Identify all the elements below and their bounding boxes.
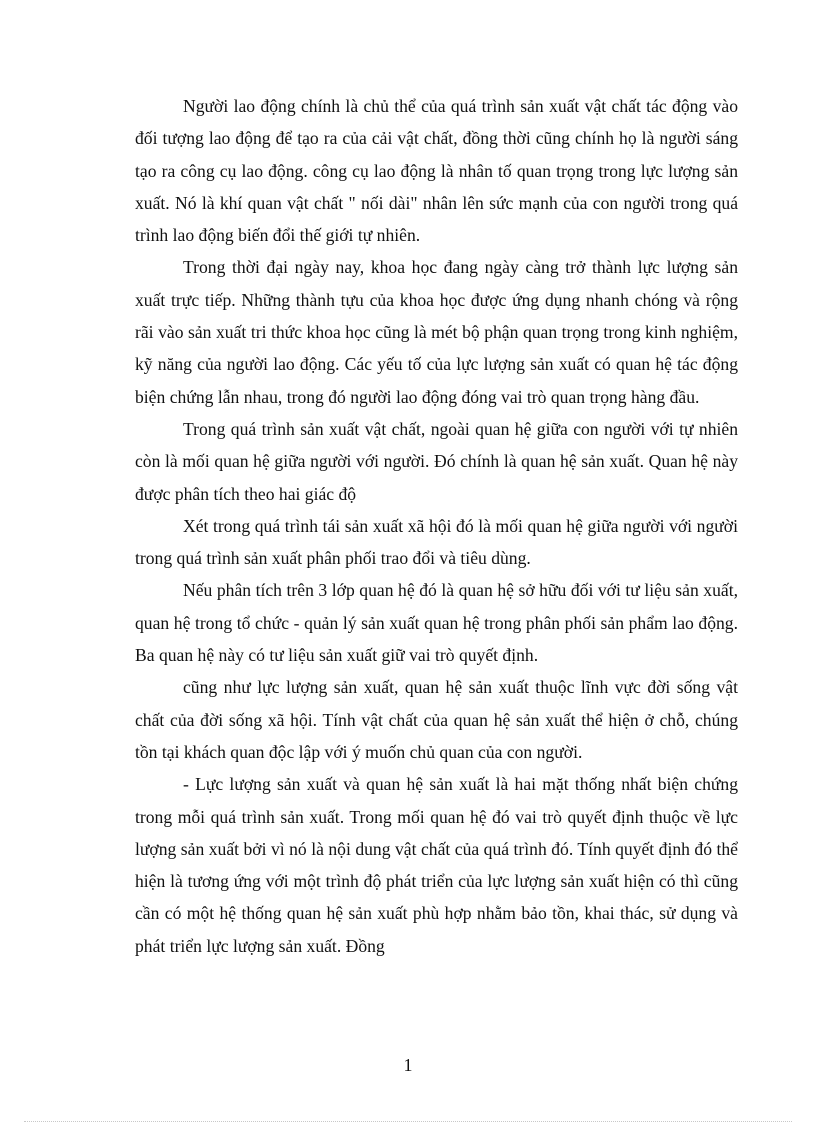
paragraph-6: cũng như lực lượng sản xuất, quan hệ sản xuất thuộc lĩnh vực đời sống vật chất của đời sống xã hội. Tính vật chất của quan hệ sản xuất thể hiện ở chỗ, chúng tồn tại khách quan độc lập với ý muốn chủ quan của con người. bbox=[135, 677, 738, 762]
paragraph-7: - Lực lượng sản xuất và quan hệ sản xuất là hai mặt thống nhất biện chứng trong mỗi quá trình sản xuất. Trong mối quan hệ đó vai trò quyết định thuộc về lực lượng sản xuất bởi vì nó là nội dung vật chất của quá trình đó. Tính quyết định đó thể hiện là tương ứng với một trình độ phát triển của lực lượng sản xuất hiện có thì cũng cần có một hệ thống quan hệ sản xuất phù hợp nhằm bảo tồn, khai thác, sử dụng và phát triển lực lượng sản xuất. Đồng bbox=[135, 774, 738, 956]
paragraph-3: Trong quá trình sản xuất vật chất, ngoài quan hệ giữa con người với tự nhiên còn là mối quan hệ giữa người với người. Đó chính là quan hệ sản xuất. Quan hệ này được phân tích theo hai giác độ bbox=[135, 418, 738, 504]
paragraph-5: Nếu phân tích trên 3 lớp quan hệ đó là quan hệ sở hữu đối với tư liệu sản xuất, quan hệ trong tổ chức - quản lý sản xuất quan hệ trong phân phối sản phẩm lao động. Ba quan hệ này có tư liệu sản xuất giữ vai trò quyết định. bbox=[135, 580, 738, 666]
paragraph-4: Xét trong quá trình tái sản xuất xã hội đó là mối quan hệ giữa người với người trong quá trình sản xuất phân phối trao đổi và tiêu dùng. bbox=[135, 515, 738, 569]
document-body bbox=[135, 90, 738, 962]
page-number: 1 bbox=[403, 1055, 413, 1075]
paragraph-1: Người lao động chính là chủ thể của quá trình sản xuất vật chất tác động vào đối tượng lao động để tạo ra của cải vật chất, đồng thời cũng chính họ là người sáng tạo ra công cụ lao động. công cụ lao động là nhân tố quan trọng trong lực lượng sản xuất. Nó là khí quan vật chất " nối dài" nhân lên sức mạnh của con người trong quá trình lao động biến đổi thế giới tự nhiên. bbox=[135, 96, 738, 246]
page-break-divider bbox=[24, 1121, 792, 1122]
paragraph-2: Trong thời đại ngày nay, khoa học đang ngày càng trở thành lực lượng sản xuất trực tiếp. Những thành tựu của khoa học được ứng dụng nhanh chóng và rộng rãi vào sản xuất tri thức khoa học cũng là mét bộ phận quan trọng trong kinh nghiệm, kỹ năng của người lao động. Các yếu tố của lực lượng sản xuất có quan hệ tác động biện chứng lẫn nhau, trong đó người lao động đóng vai trò quan trọng hàng đầu. bbox=[135, 257, 738, 407]
